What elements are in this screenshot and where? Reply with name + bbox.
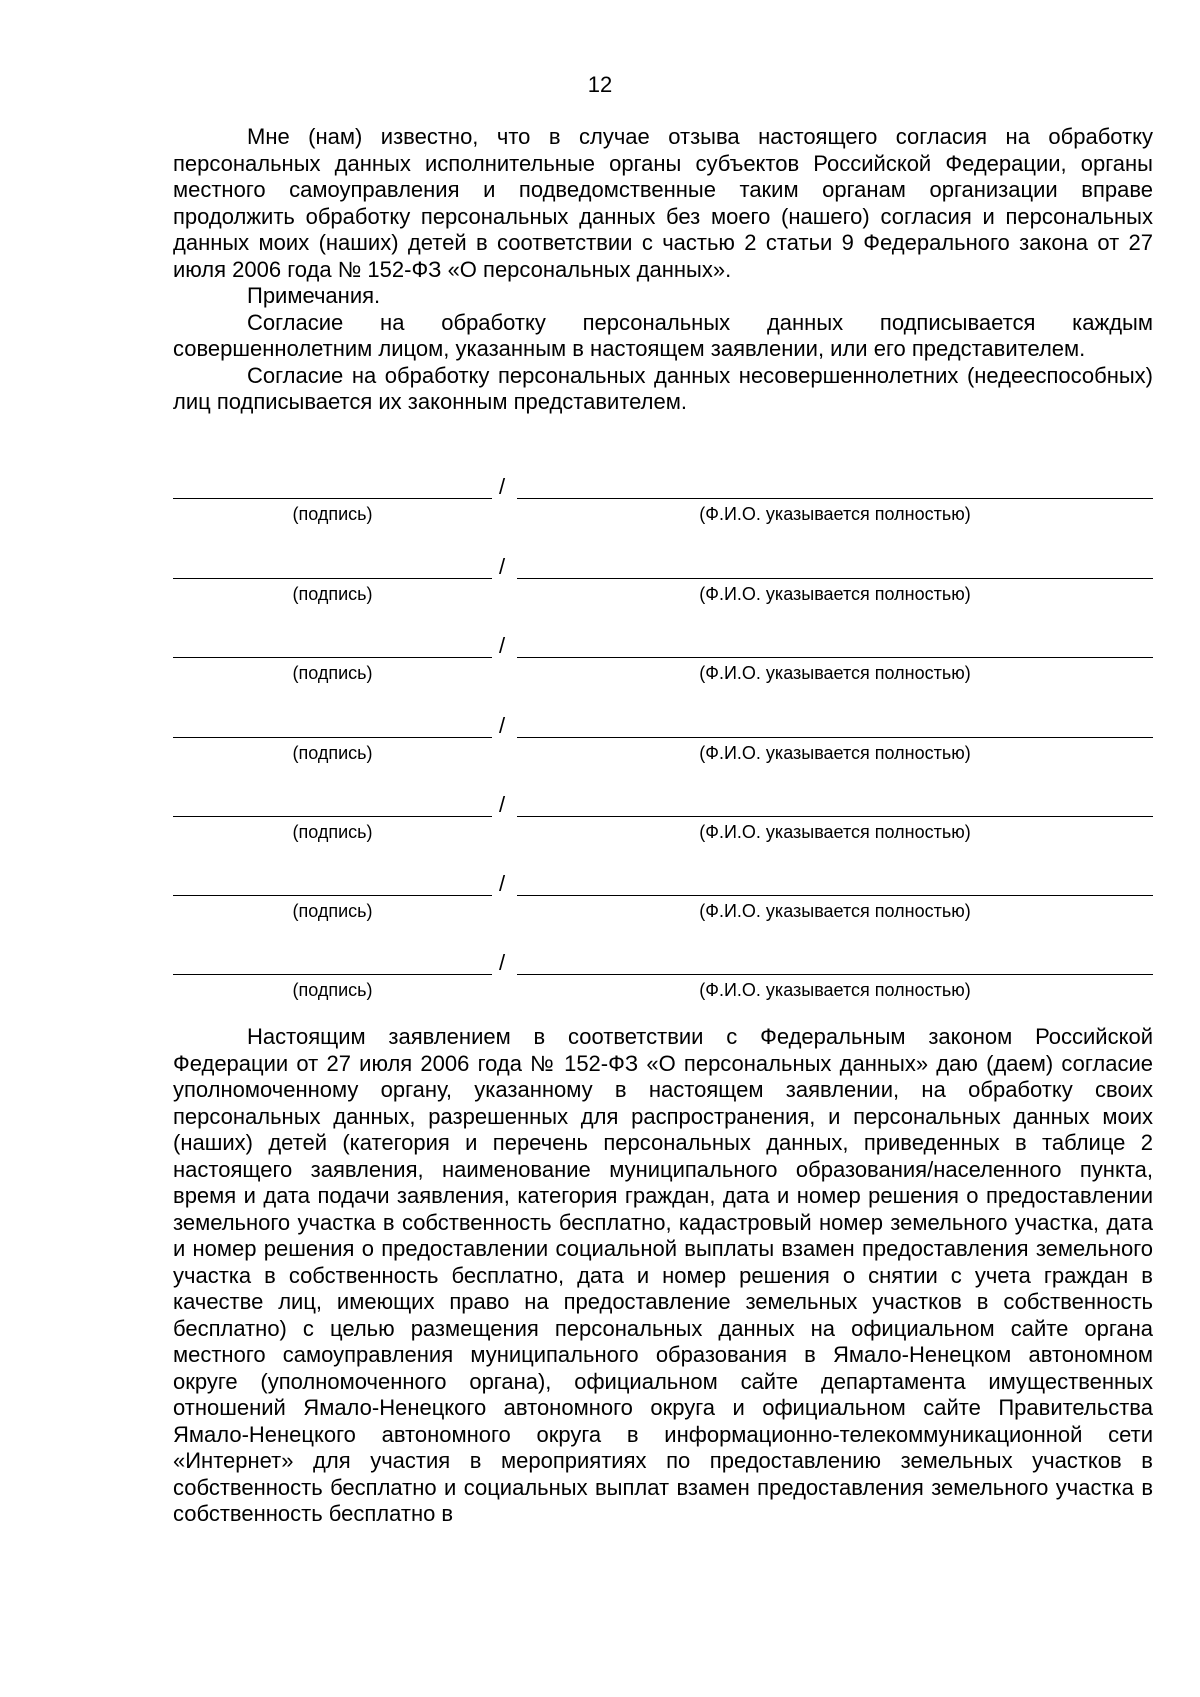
signature-separator: / xyxy=(499,713,506,738)
full-name-caption: (Ф.И.О. указывается полностью) xyxy=(699,822,971,842)
signature-row[interactable] xyxy=(173,476,1153,532)
adult-consent-note: Согласие на обработку персональных данных подписывается каждым совершеннолетним лицом, указанным в настоящем заявлении, или его представителем. xyxy=(173,309,1153,361)
full-name-line[interactable] xyxy=(517,816,1153,817)
full-name-line[interactable] xyxy=(517,737,1153,738)
signature-row[interactable] xyxy=(173,873,1153,929)
signature-caption: (подпись) xyxy=(292,980,373,1000)
withdrawal-paragraph: Мне (нам) известно, что в случае отзыва настоящего согласия на обработку персональных данных исполнительные органы субъектов Российской Федерации, органы местного самоуправления и подведомственные таким органам организации вправе продолжить обработку персональных данных без моего (нашего) согласия и персональных данных моих (наших) детей в соответствии с частью 2 статьи 9 Федерального закона от 27 июля 2006 года № 152-ФЗ «О персональных данных». xyxy=(173,124,1153,282)
full-name-caption: (Ф.И.О. указывается полностью) xyxy=(699,663,971,683)
signature-line[interactable] xyxy=(173,737,492,738)
full-name-caption: (Ф.И.О. указывается полностью) xyxy=(699,980,971,1000)
signature-line[interactable] xyxy=(173,498,492,499)
full-name-caption: (Ф.И.О. указывается полностью) xyxy=(699,504,971,524)
signature-row[interactable] xyxy=(173,556,1153,612)
signature-caption: (подпись) xyxy=(292,822,373,842)
signature-line[interactable] xyxy=(173,974,492,975)
signature-line[interactable] xyxy=(173,578,492,579)
public-data-consent-section xyxy=(173,1024,1153,1528)
public-data-consent-paragraph: Настоящим заявлением в соответствии с Федеральным законом Российской Федерации от 27 июля 2006 года № 152-ФЗ «О персональных данных» даю (даем) согласие уполномоченному органу, указанному в настоящем заявлении, на обработку своих персональных данных, разрешенных для распространения, и персональных данных моих (наших) детей (категория и перечень персональных данных, приведенных в таблице 2 настоящего заявления, наименование муниципального образования/населенного пункта, время и дата подачи заявления, категория граждан, дата и номер решения о предоставлении земельного участка в собственность бесплатно, кадастровый номер земельного участка, дата и номер решения о предоставлении социальной выплаты взамен предоставления земельного участка в собственность бесплатно, дата и номер решения о снятии с учета граждан в качестве лиц, имеющих право на предоставление земельных участков в собственность бесплатно) с целью размещения персональных данных на официальном сайте органа местного самоуправления муниципального образования в Ямало-Ненецком автономном округе (уполномоченного органа), официальном сайте департамента имущественных отношений Ямало-Ненецкого автономного округа и официальном сайте Правительства Ямало-Ненецкого автономного округа в информационно-телекоммуникационной сети «Интернет» для участия в мероприятиях по предоставлению земельных участков в собственность бесплатно и социальных выплат взамен предоставления земельного участка в собственность бесплатно в xyxy=(173,1024,1153,1526)
signature-caption: (подпись) xyxy=(292,743,373,763)
signature-row[interactable] xyxy=(173,635,1153,691)
signature-separator: / xyxy=(499,474,506,499)
minor-consent-note: Согласие на обработку персональных данных несовершеннолетних (недееспособных) лиц подписывается их законным представителем. xyxy=(173,362,1153,414)
full-name-line[interactable] xyxy=(517,578,1153,579)
full-name-caption: (Ф.И.О. указывается полностью) xyxy=(699,584,971,604)
signature-separator: / xyxy=(499,871,506,896)
signature-separator: / xyxy=(499,792,506,817)
signature-line[interactable] xyxy=(173,816,492,817)
signature-separator: / xyxy=(499,633,506,658)
signature-row[interactable] xyxy=(173,794,1153,850)
consent-notes-section xyxy=(173,124,1153,416)
full-name-line[interactable] xyxy=(517,657,1153,658)
full-name-line[interactable] xyxy=(517,974,1153,975)
signature-row[interactable] xyxy=(173,715,1153,771)
page-number: 12 xyxy=(587,72,613,97)
signature-line[interactable] xyxy=(173,895,492,896)
signature-caption: (подпись) xyxy=(292,663,373,683)
signature-caption: (подпись) xyxy=(292,504,373,524)
full-name-line[interactable] xyxy=(517,498,1153,499)
signature-caption: (подпись) xyxy=(292,584,373,604)
signature-line[interactable] xyxy=(173,657,492,658)
full-name-line[interactable] xyxy=(517,895,1153,896)
notes-heading: Примечания. xyxy=(247,283,381,308)
signature-separator: / xyxy=(499,554,506,579)
signature-caption: (подпись) xyxy=(292,901,373,921)
full-name-caption: (Ф.И.О. указывается полностью) xyxy=(699,901,971,921)
signature-separator: / xyxy=(499,950,506,975)
signature-row[interactable] xyxy=(173,952,1153,1008)
full-name-caption: (Ф.И.О. указывается полностью) xyxy=(699,743,971,763)
